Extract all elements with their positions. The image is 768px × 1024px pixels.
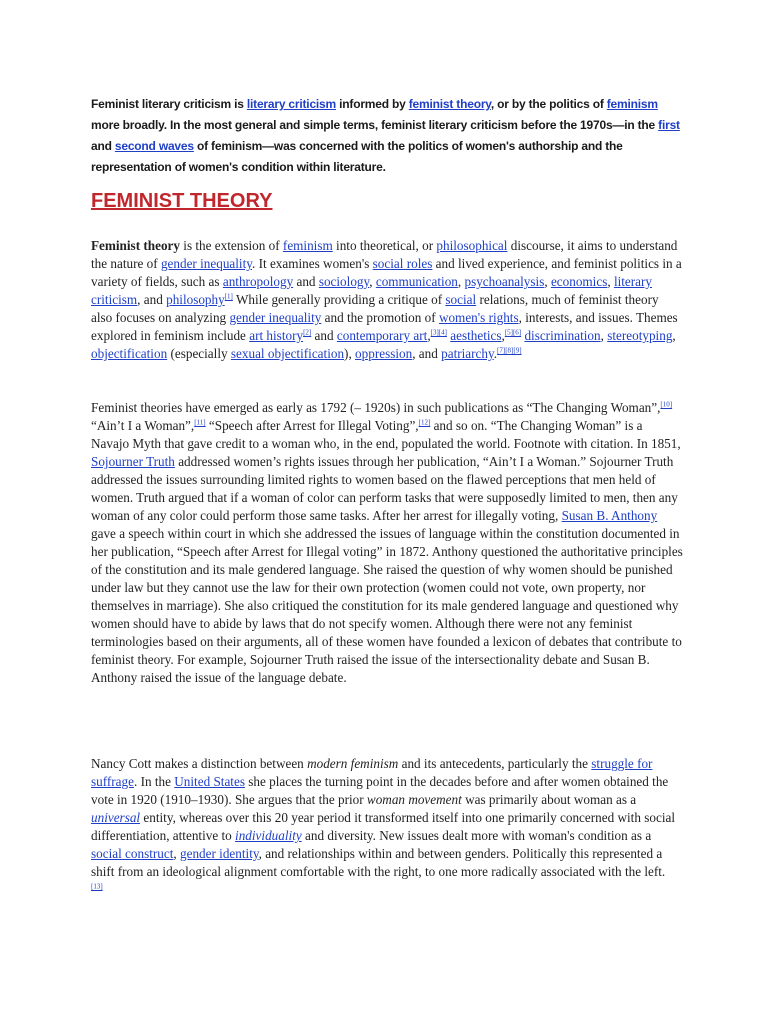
body-text: and lived experience, and feminist politics in a variety of fields, such as	[91, 256, 682, 289]
body-text: relations, much of feminist theory also focuses on analyzing	[91, 292, 659, 325]
body-text: and its antecedents, particularly the	[398, 756, 592, 771]
body-text: into theoretical, or	[332, 238, 437, 253]
italic-term: woman movement	[366, 792, 462, 807]
body-text: ,	[607, 274, 614, 289]
link-susan-b-anthony[interactable]: Susan B. Anthony	[561, 508, 658, 523]
body-text: , and	[137, 292, 167, 307]
body-text: and so on. “The Changing Woman” is a Navajo Myth that gave credit to a woman who, in the end, populated the world. Footnote with citation. In 1851,	[91, 418, 681, 451]
link-feminism[interactable]: feminism	[606, 97, 658, 111]
link-oppression[interactable]: oppression	[355, 346, 413, 361]
body-text: .	[493, 346, 498, 361]
link-literary-criticism[interactable]: literary criticism	[246, 97, 336, 111]
body-text: and	[293, 274, 319, 289]
link-struggle-for-suffrage[interactable]: struggle for suffrage	[91, 756, 653, 789]
link-feminist-theory[interactable]: feminist theory	[408, 97, 491, 111]
body-text: . In the	[133, 774, 175, 789]
body-text: ,	[457, 274, 465, 289]
body-text: Feminist theories have emerged as early as 1792 (– 1920s) in such publications as “The Changing Woman”,	[91, 400, 661, 415]
link-philosophical[interactable]: philosophical	[436, 238, 508, 253]
link-womens-rights[interactable]: women's rights	[438, 310, 519, 325]
body-text: addressed women’s rights issues through her publication, “Ain’t I a Woman.” Sojourner Truth addressed the issues surrounding limited rights to women based on the flawed perceptions that men held of women. Truth argued that if a woman of color can perform tasks that were supposedly limited to men, then any woman of any color could perform those same tasks. After her arrest for illegally voting,	[91, 454, 678, 523]
body-text: , interests, and issues. Themes explored in feminism include	[91, 310, 678, 343]
body-text: , and	[412, 346, 442, 361]
link-sociology[interactable]: sociology	[318, 274, 370, 289]
body-text: entity, whereas over this 20 year period it transformed itself into one primarily concerned with social differentiation, attentive to	[91, 810, 675, 843]
body-text: . It examines women's	[252, 256, 373, 271]
citation-link[interactable]: [7][8][9]	[497, 346, 522, 355]
italic-term: modern feminism	[307, 756, 399, 771]
link-first-wave[interactable]: first	[658, 118, 680, 132]
citation-link[interactable]: [1]	[224, 292, 233, 301]
body-text: While generally providing a critique of	[232, 292, 446, 307]
section-heading: FEMINIST THEORY	[91, 190, 273, 212]
body-text: ,	[600, 328, 608, 343]
link-sojourner-truth[interactable]: Sojourner Truth	[91, 454, 175, 469]
link-gender-identity[interactable]: gender identity	[180, 846, 259, 861]
body-text: “Speech after Arrest for Illegal Voting”,	[205, 418, 419, 433]
link-communication[interactable]: communication	[375, 274, 458, 289]
citation-link[interactable]: [5][6]	[504, 328, 522, 337]
link-anthropology[interactable]: anthropology	[222, 274, 294, 289]
body-text: ,	[501, 328, 505, 343]
citation-link[interactable]: [11]	[194, 418, 206, 427]
intro-text: , or by the politics of	[490, 97, 607, 111]
body-text: Nancy Cott makes a distinction between	[91, 756, 308, 771]
link-stereotyping[interactable]: stereotyping	[607, 328, 673, 343]
body-text: and diversity. New issues dealt more with woman's condition as a	[301, 828, 652, 843]
link-art-history[interactable]: art history	[249, 328, 304, 343]
body-text: (especially	[167, 346, 231, 361]
link-social-roles[interactable]: social roles	[372, 256, 433, 271]
intro-text: and	[91, 139, 115, 153]
link-social[interactable]: social	[445, 292, 477, 307]
citation-link[interactable]: [3][4]	[430, 328, 447, 337]
intro-paragraph	[91, 94, 681, 178]
link-individuality[interactable]: individuality	[235, 828, 302, 843]
history-paragraph	[91, 399, 683, 687]
link-united-states[interactable]: United States	[174, 774, 245, 789]
link-second-waves[interactable]: second waves	[114, 139, 194, 153]
citation-link[interactable]: [2]	[303, 328, 312, 337]
body-text: ,	[173, 846, 180, 861]
link-feminism[interactable]: feminism	[282, 238, 333, 253]
body-text: she places the turning point in the decades before and after women obtained the vote in 1920 (1910–1930). She argues that the prior	[91, 774, 669, 807]
body-text: ,	[544, 274, 551, 289]
link-discrimination[interactable]: discrimination	[524, 328, 601, 343]
link-contemporary-art[interactable]: contemporary art	[336, 328, 428, 343]
body-text: “Ain’t I a Woman”,	[91, 418, 195, 433]
bold-term: Feminist theory	[91, 238, 180, 253]
citation-link[interactable]: [10]	[660, 400, 673, 409]
link-aesthetics[interactable]: aesthetics	[450, 328, 502, 343]
link-gender-inequality[interactable]: gender inequality	[160, 256, 252, 271]
link-sexual-objectification[interactable]: sexual objectification	[230, 346, 345, 361]
link-literary-criticism[interactable]: literary criticism	[91, 274, 653, 307]
body-text: discourse, it aims to understand the nature of	[91, 238, 678, 271]
body-text: ),	[344, 346, 356, 361]
body-text: was primarily about woman as a	[461, 792, 637, 807]
link-gender-inequality[interactable]: gender inequality	[229, 310, 322, 325]
intro-text: more broadly. In the most general and simple terms, feminist literary criticism before the 1970s—in the	[91, 118, 659, 132]
link-objectification[interactable]: objectification	[91, 346, 168, 361]
body-text: ,	[369, 274, 376, 289]
body-text: and	[311, 328, 337, 343]
link-universal[interactable]: universal	[91, 810, 141, 825]
body-text: ,	[672, 328, 676, 343]
link-philosophy[interactable]: philosophy	[166, 292, 225, 307]
feminist-theory-paragraph	[91, 237, 683, 363]
link-economics[interactable]: economics	[550, 274, 608, 289]
intro-text: Feminist literary criticism is	[91, 97, 247, 111]
link-psychoanalysis[interactable]: psychoanalysis	[464, 274, 545, 289]
body-text: ,	[427, 328, 431, 343]
nancy-cott-paragraph	[91, 755, 683, 899]
citation-link[interactable]: [13]	[91, 882, 103, 891]
citation-link[interactable]: [12]	[418, 418, 431, 427]
link-patriarchy[interactable]: patriarchy	[441, 346, 494, 361]
body-text: and the promotion of	[321, 310, 439, 325]
body-text: gave a speech within court in which she addressed the issues of language within the constitution documented in her publication, “Speech after Arrest for Illegal voting” in 1872. Anthony questioned the authoritative principles of the constitution and its male gendered language. She raised the question of why women should be punished under law but they cannot use the law for their own protection (women could not vote, own property, nor themselves in marriage). She also critiqued the constitution for its male gendered language and questioned why women should have to abide by laws that do not specify women. Although there were not any feminist terminologies based on their arguments, all of these women have founded a lexicon of debates that contribute to feminist theory. For example, Sojourner Truth raised the issue of the intersectionality debate and Susan B. Anthony raised the issue of the language debate.	[91, 526, 683, 685]
intro-text: of feminism—was concerned with the politics of women's authorship and the representation of women's condition within literature.	[91, 139, 623, 174]
body-text: , and relationships within and between genders. Politically this represented a shift from an ideological alignment comfortable with the right, to one more radically associated with the left.	[91, 846, 666, 879]
intro-text: informed by	[336, 97, 409, 111]
link-social-construct[interactable]: social construct	[91, 846, 174, 861]
body-text: is the extension of	[180, 238, 283, 253]
